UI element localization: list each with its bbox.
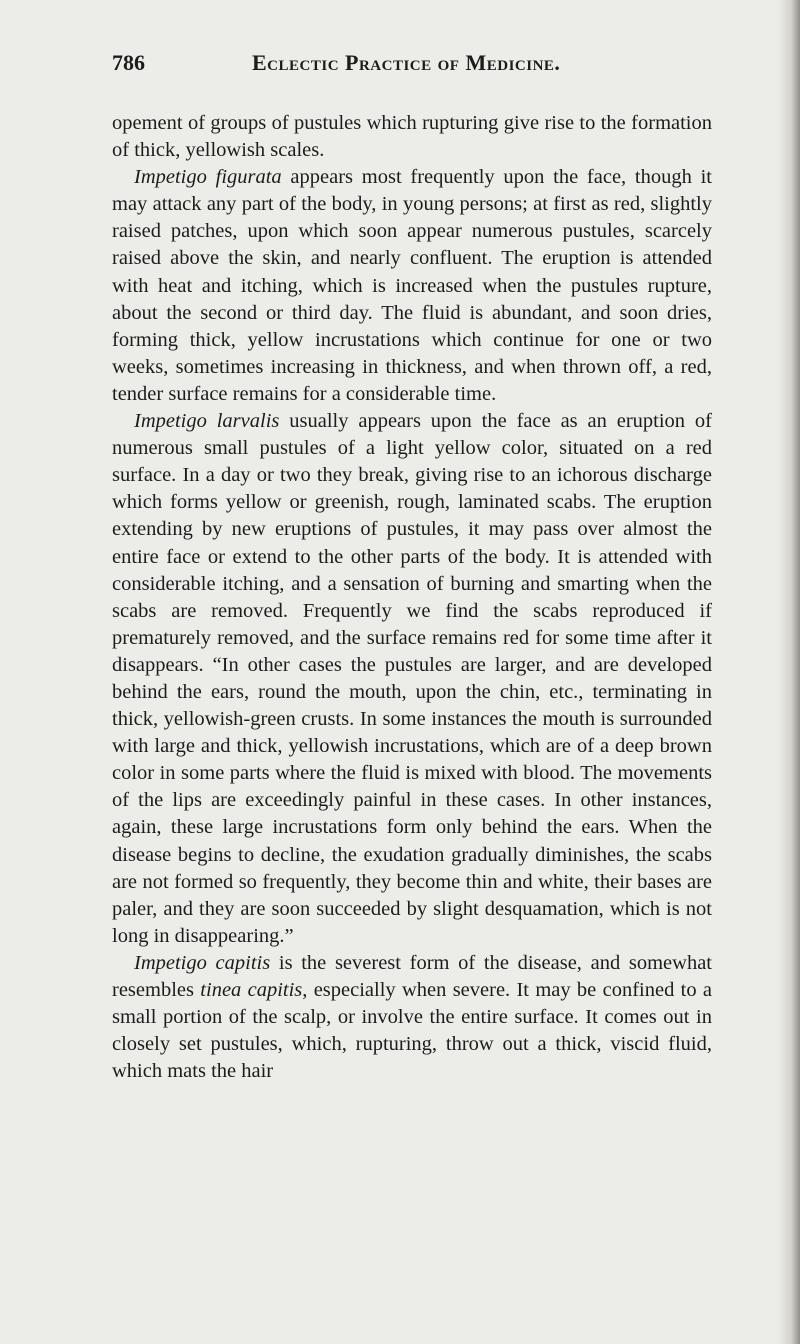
paragraph-text: opement of groups of pustules which rupturing give rise to the formation of thick, yellowish scales. (112, 112, 712, 162)
term-tinea-capitis: tinea capitis (200, 979, 303, 1001)
paragraph-continuation (112, 110, 712, 164)
term-impetigo-larvalis: Impetigo larvalis (134, 410, 280, 433)
running-head: Eclectic Practice of Medicine. (252, 50, 561, 75)
paragraph-impetigo-larvalis (112, 408, 712, 950)
paragraph-impetigo-figurata (112, 164, 712, 408)
page-edge-shadow (778, 0, 800, 1344)
page-number: 786 (112, 50, 145, 75)
paragraph-text: is the severest form of the disease, and somewhat resembles (112, 951, 712, 1001)
paragraph-text: usually appears upon the face as an eruption of numerous small pustules of a light yellow color, situated on a red surface. In a day or two they break, giving rise to an ichorous discharge which forms yellow or greenish, rough, laminated scabs. The eruption extending by new eruptions of pustules, it may pass over almost the entire face or extend to the other parts of the body. It is attended with considerable itching, and a sensation of burning and smarting when the scabs are removed. Frequently we find the scabs reproduced if prematurely removed, and the surface remains red for some time after it disappears. “In other cases the pustules are larger, and are developed behind the ears, round the mouth, upon the chin, etc., terminating in thick, yellowish-green crusts. In some instances the mouth is surrounded with large and thick, yellowish incrustations, which are of a deep brown color in some parts where the fluid is mixed with blood. The movements of the lips are exceedingly painful in these cases. In other instances, again, these large incrustations form only behind the ears. When the disease begins to decline, the exudation gradually diminishes, the scabs are not formed so frequently, they become thin and white, their bases are paler, and they are soon succeeded by slight desquamation, which is not long in disappearing.” (112, 410, 713, 947)
paragraph-text: , especially when severe. It may be confined to a small portion of the scalp, or involve the entire surface. It comes out in closely set pustules, which, rupturing, throw out a thick, viscid fluid, which mats the hair (112, 979, 712, 1083)
paragraph-text: appears most frequently upon the face, though it may attack any part of the body, in young persons; at first as red, slightly raised patches, upon which soon appear numerous pustules, scarcely raised above the skin, and nearly confluent. The eruption is attended with heat and itching, which is increased when the pustules rupture, about the second or third day. The fluid is abundant, and soon dries, forming thick, yellow incrustations which continue for one or two weeks, sometimes increasing in thickness, and when thrown off, a red, tender surface remains for a considerable time. (112, 166, 713, 405)
term-impetigo-capitis: Impetigo capitis (134, 951, 271, 974)
page-header (112, 50, 712, 84)
paragraph-impetigo-capitis (112, 950, 712, 1085)
term-impetigo-figurata: Impetigo figurata (134, 166, 282, 189)
body-text (112, 110, 712, 1085)
